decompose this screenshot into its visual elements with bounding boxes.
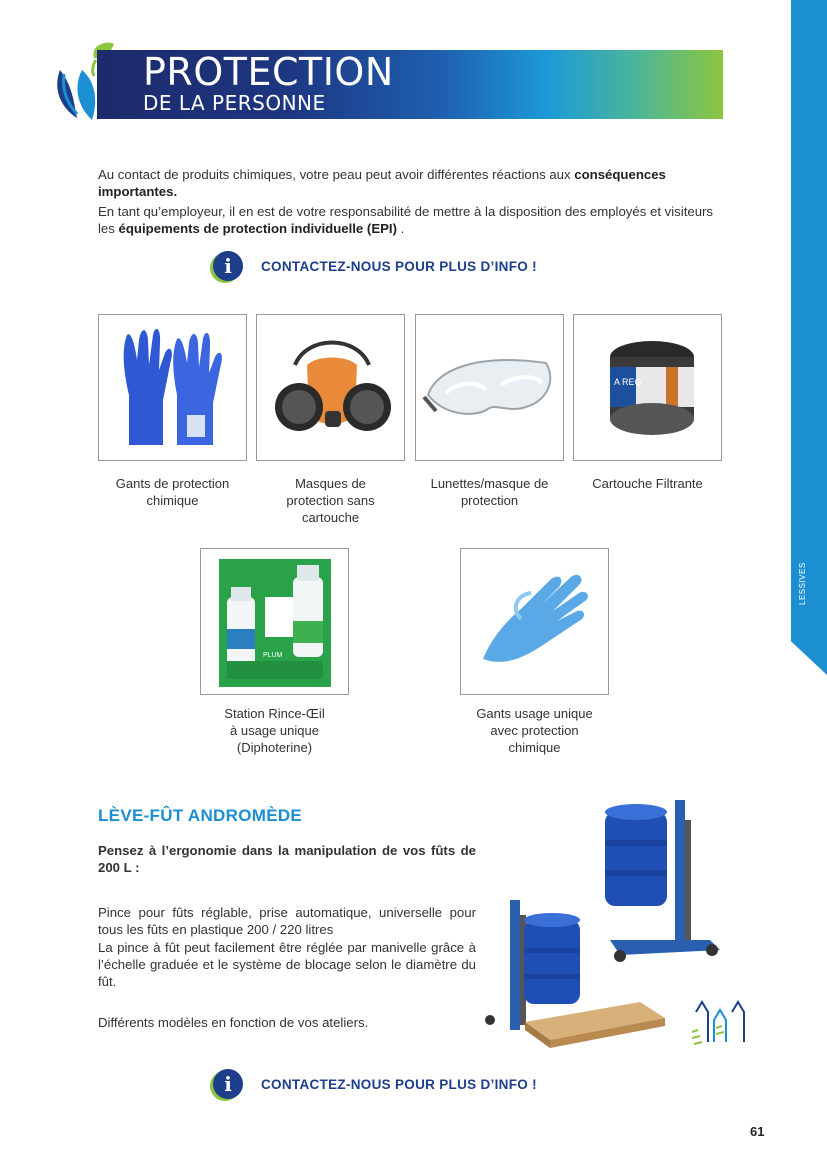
intro-paragraph-2 bbox=[98, 203, 728, 237]
label-line: (Diphoterine) bbox=[236, 740, 313, 755]
product-label-gloves bbox=[98, 475, 247, 509]
station-brand-text: PLUM bbox=[263, 652, 283, 659]
intro-p2-bold: équipements de protection individuelle (EPI) bbox=[118, 221, 397, 236]
contact-banner-top[interactable] bbox=[213, 251, 537, 281]
intro-p2-end: . bbox=[396, 221, 405, 236]
chemical-gloves-icon bbox=[99, 315, 246, 460]
product-label-cartridge bbox=[573, 475, 722, 492]
label-line: à usage unique bbox=[230, 723, 319, 738]
label-line: Gants usage unique bbox=[476, 706, 593, 721]
product-image-mask bbox=[256, 314, 405, 461]
label-line: Masques de bbox=[295, 476, 366, 491]
contact-text: CONTACTEZ-NOUS POUR PLUS D’INFO ! bbox=[261, 1076, 537, 1092]
page-title: PROTECTION bbox=[143, 50, 394, 94]
intro-paragraph-1 bbox=[98, 166, 728, 200]
label-line: protection bbox=[460, 493, 519, 508]
product-logo-icon bbox=[688, 992, 750, 1050]
intro-p1-text: Au contact de produits chimiques, votre peau peut avoir différentes réactions aux bbox=[98, 167, 575, 182]
product-image-disposable-gloves bbox=[460, 548, 609, 695]
half-mask-icon bbox=[257, 315, 404, 460]
disposable-gloves-icon bbox=[461, 549, 608, 694]
cartridge-brand-text: A REG bbox=[614, 377, 642, 387]
leve-fut-paragraph-3: Différents modèles en fonction de vos ateliers. bbox=[98, 1015, 369, 1030]
eyewash-station-icon bbox=[201, 549, 348, 694]
info-icon: i bbox=[213, 251, 243, 281]
product-image-cartridge bbox=[573, 314, 722, 461]
product-label-mask bbox=[256, 475, 405, 526]
intro-p1-bold: conséquences importantes. bbox=[98, 167, 666, 199]
label-line: Lunettes/masque de bbox=[430, 476, 549, 491]
safety-goggles-icon bbox=[416, 315, 563, 460]
product-label-eyewash-station bbox=[200, 705, 349, 756]
intro-text bbox=[98, 166, 728, 240]
label-line: avec protection bbox=[490, 723, 579, 738]
label-line: chimique bbox=[508, 740, 561, 755]
section-side-tab-label: LESSIVES bbox=[798, 562, 807, 605]
contact-banner-bottom[interactable] bbox=[213, 1069, 537, 1099]
product-label-goggles bbox=[415, 475, 564, 509]
product-label-disposable-gloves bbox=[460, 705, 609, 756]
product-image-goggles bbox=[415, 314, 564, 461]
label-line: Cartouche Filtrante bbox=[592, 476, 703, 491]
label-line: Station Rince-Œil bbox=[224, 706, 325, 721]
section-title-leve-fut: LÈVE-FÛT ANDROMÈDE bbox=[98, 806, 303, 825]
product-image-eyewash-station bbox=[200, 548, 349, 695]
label-line: cartouche bbox=[301, 510, 360, 525]
leve-fut-lead: Pensez à l’ergonomie dans la manipulation de vos fûts de 200 L : bbox=[98, 843, 476, 875]
page-number: 61 bbox=[750, 1124, 765, 1139]
label-line: Gants de protection bbox=[115, 476, 230, 491]
label-line: chimique bbox=[146, 493, 199, 508]
filter-cartridge-icon bbox=[574, 315, 721, 460]
product-image-gloves bbox=[98, 314, 247, 461]
page-subtitle: DE LA PERSONNE bbox=[143, 91, 326, 115]
label-line: protection sans bbox=[286, 493, 375, 508]
intro-p2-text: En tant qu’employeur, il en est de votre responsabilité de mettre à la disposition des employés et visiteurs les bbox=[98, 204, 714, 236]
leve-fut-paragraph-2: La pince à fût peut facilement être réglée par manivelle grâce à l’échelle graduée et le système de blocage selon le diamètre du fût. bbox=[98, 940, 476, 989]
leve-fut-paragraph-1: Pince pour fûts réglable, prise automatique, universelle pour tous les fûts en plastique 200 / 220 litres bbox=[98, 905, 476, 937]
info-icon: i bbox=[213, 1069, 243, 1099]
contact-text: CONTACTEZ-NOUS POUR PLUS D’INFO ! bbox=[261, 258, 537, 274]
